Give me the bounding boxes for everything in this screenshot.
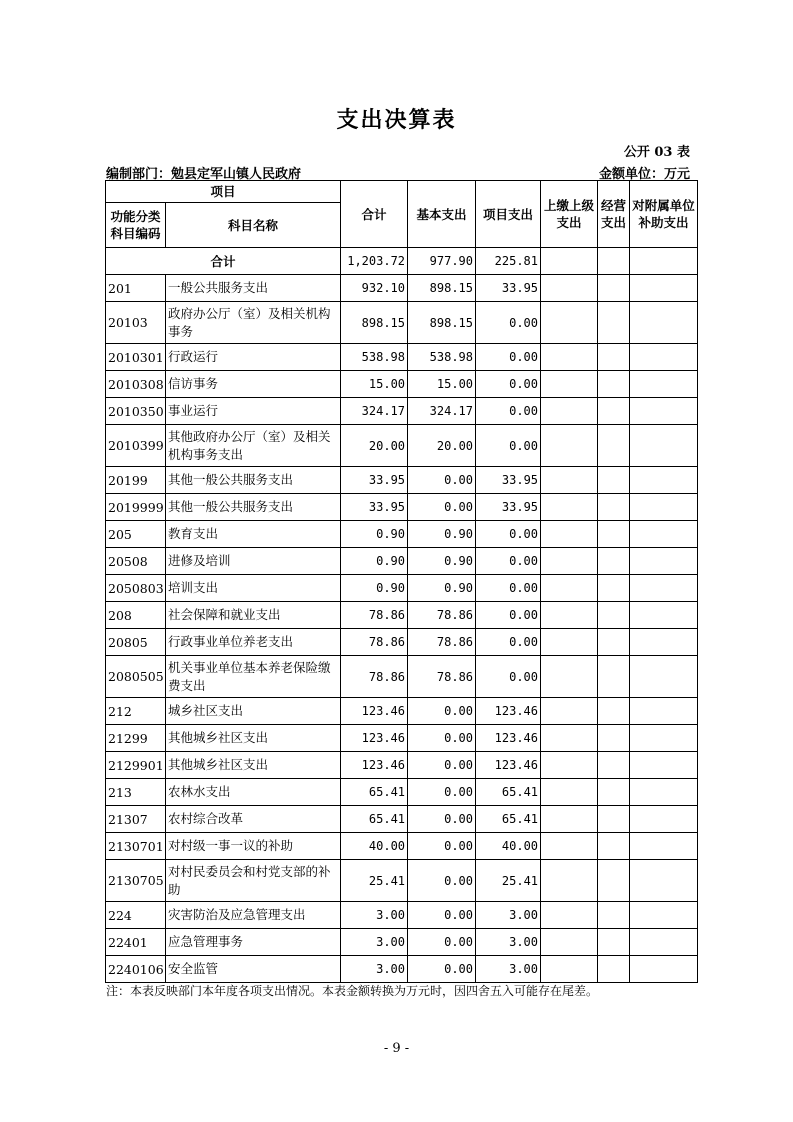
table-row — [106, 752, 698, 779]
row-upper — [541, 752, 598, 779]
row-business — [598, 833, 630, 860]
row-name: 农村综合改革 — [166, 806, 341, 833]
row-name: 其他政府办公厅（室）及相关机构事务支出 — [166, 425, 341, 467]
row-basic: 0.90 — [408, 548, 476, 575]
row-business — [598, 956, 630, 983]
row-upper — [541, 698, 598, 725]
header-basic: 基本支出 — [408, 181, 476, 248]
row-upper — [541, 779, 598, 806]
header-item: 项目 — [106, 181, 341, 203]
row-upper — [541, 575, 598, 602]
row-basic: 0.00 — [408, 725, 476, 752]
row-total: 40.00 — [341, 833, 408, 860]
row-name: 其他一般公共服务支出 — [166, 494, 341, 521]
row-business — [598, 656, 630, 698]
total-project: 225.81 — [476, 248, 541, 275]
header-business: 经营支出 — [598, 181, 630, 248]
row-total: 65.41 — [341, 779, 408, 806]
row-project: 0.00 — [476, 371, 541, 398]
row-business — [598, 725, 630, 752]
row-business — [598, 425, 630, 467]
row-subsidy — [630, 860, 698, 902]
row-code: 20805 — [106, 629, 166, 656]
row-name: 城乡社区支出 — [166, 698, 341, 725]
row-total: 3.00 — [341, 902, 408, 929]
row-project: 0.00 — [476, 602, 541, 629]
row-project: 123.46 — [476, 698, 541, 725]
row-business — [598, 467, 630, 494]
row-total: 33.95 — [341, 467, 408, 494]
row-subsidy — [630, 344, 698, 371]
row-project: 0.00 — [476, 302, 541, 344]
row-code: 22401 — [106, 929, 166, 956]
row-name: 对村民委员会和村党支部的补助 — [166, 860, 341, 902]
row-business — [598, 602, 630, 629]
table-row — [106, 833, 698, 860]
row-subsidy — [630, 494, 698, 521]
row-project: 0.00 — [476, 398, 541, 425]
row-project: 0.00 — [476, 656, 541, 698]
row-total: 78.86 — [341, 602, 408, 629]
row-subsidy — [630, 902, 698, 929]
row-name: 行政运行 — [166, 344, 341, 371]
row-subsidy — [630, 275, 698, 302]
row-basic: 0.00 — [408, 902, 476, 929]
row-subsidy — [630, 698, 698, 725]
row-code: 224 — [106, 902, 166, 929]
unit-label: 金额单位：万元 — [598, 167, 690, 182]
row-name: 其他一般公共服务支出 — [166, 467, 341, 494]
total-label: 合计 — [106, 248, 341, 275]
row-code: 2080505 — [106, 656, 166, 698]
row-total: 78.86 — [341, 656, 408, 698]
row-code: 212 — [106, 698, 166, 725]
department-label: 编制部门：勉县定军山镇人民政府 — [106, 167, 302, 182]
row-business — [598, 929, 630, 956]
row-project: 0.00 — [476, 521, 541, 548]
table-row — [106, 725, 698, 752]
row-basic: 0.00 — [408, 860, 476, 902]
row-project: 40.00 — [476, 833, 541, 860]
table-row — [106, 467, 698, 494]
row-total: 123.46 — [341, 752, 408, 779]
row-basic: 0.00 — [408, 806, 476, 833]
row-code: 2130701 — [106, 833, 166, 860]
row-name: 教育支出 — [166, 521, 341, 548]
row-upper — [541, 956, 598, 983]
table-row — [106, 548, 698, 575]
row-name: 事业运行 — [166, 398, 341, 425]
row-basic: 20.00 — [408, 425, 476, 467]
row-name: 信访事务 — [166, 371, 341, 398]
row-project: 0.00 — [476, 548, 541, 575]
row-basic: 898.15 — [408, 302, 476, 344]
header-project: 项目支出 — [476, 181, 541, 248]
row-basic: 538.98 — [408, 344, 476, 371]
row-code: 2010308 — [106, 371, 166, 398]
table-row — [106, 521, 698, 548]
row-name: 安全监管 — [166, 956, 341, 983]
total-business — [598, 248, 630, 275]
row-subsidy — [630, 602, 698, 629]
footnote: 注：本表反映部门本年度各项支出情况。本表金额转换为万元时，因四舍五入可能存在尾差。 — [106, 984, 599, 998]
row-business — [598, 548, 630, 575]
row-business — [598, 698, 630, 725]
table-row — [106, 698, 698, 725]
row-project: 123.46 — [476, 725, 541, 752]
row-upper — [541, 602, 598, 629]
row-upper — [541, 548, 598, 575]
row-code: 20508 — [106, 548, 166, 575]
row-subsidy — [630, 956, 698, 983]
row-business — [598, 902, 630, 929]
table-number: 公开 03 表 — [623, 145, 690, 160]
row-name: 行政事业单位养老支出 — [166, 629, 341, 656]
row-subsidy — [630, 779, 698, 806]
row-code: 2010350 — [106, 398, 166, 425]
row-project: 3.00 — [476, 929, 541, 956]
row-name: 进修及培训 — [166, 548, 341, 575]
table-row — [106, 425, 698, 467]
row-subsidy — [630, 398, 698, 425]
row-basic: 0.00 — [408, 956, 476, 983]
row-basic: 0.00 — [408, 779, 476, 806]
row-business — [598, 371, 630, 398]
row-code: 213 — [106, 779, 166, 806]
row-total: 932.10 — [341, 275, 408, 302]
table-row — [106, 398, 698, 425]
row-total: 3.00 — [341, 929, 408, 956]
row-project: 0.00 — [476, 344, 541, 371]
page-title: 支出决算表 — [336, 107, 457, 133]
row-project: 65.41 — [476, 779, 541, 806]
row-code: 2010301 — [106, 344, 166, 371]
row-total: 25.41 — [341, 860, 408, 902]
row-project: 0.00 — [476, 629, 541, 656]
row-project: 25.41 — [476, 860, 541, 902]
row-project: 3.00 — [476, 902, 541, 929]
row-basic: 0.90 — [408, 521, 476, 548]
table-row — [106, 302, 698, 344]
row-name: 其他城乡社区支出 — [166, 752, 341, 779]
row-total: 123.46 — [341, 725, 408, 752]
header-total: 合计 — [341, 181, 408, 248]
table-row — [106, 344, 698, 371]
row-subsidy — [630, 806, 698, 833]
row-business — [598, 806, 630, 833]
row-basic: 15.00 — [408, 371, 476, 398]
row-basic: 78.86 — [408, 629, 476, 656]
row-business — [598, 398, 630, 425]
total-upper — [541, 248, 598, 275]
row-code: 21299 — [106, 725, 166, 752]
row-upper — [541, 494, 598, 521]
header-code: 功能分类科目编码 — [106, 203, 166, 248]
header-subsidy: 对附属单位补助支出 — [630, 181, 698, 248]
row-name: 机关事业单位基本养老保险缴费支出 — [166, 656, 341, 698]
row-upper — [541, 725, 598, 752]
row-total: 123.46 — [341, 698, 408, 725]
row-code: 21307 — [106, 806, 166, 833]
row-total: 0.90 — [341, 575, 408, 602]
row-basic: 0.00 — [408, 698, 476, 725]
row-name: 一般公共服务支出 — [166, 275, 341, 302]
table-row — [106, 806, 698, 833]
row-code: 2129901 — [106, 752, 166, 779]
total-row — [106, 248, 698, 275]
expenditure-table — [105, 180, 698, 983]
table-row — [106, 575, 698, 602]
table-row — [106, 929, 698, 956]
row-code: 2050803 — [106, 575, 166, 602]
row-upper — [541, 425, 598, 467]
row-business — [598, 779, 630, 806]
row-project: 33.95 — [476, 467, 541, 494]
row-code: 20199 — [106, 467, 166, 494]
header-upper: 上缴上级支出 — [541, 181, 598, 248]
row-project: 65.41 — [476, 806, 541, 833]
row-project: 0.00 — [476, 575, 541, 602]
row-project: 0.00 — [476, 425, 541, 467]
row-basic: 0.00 — [408, 494, 476, 521]
row-project: 33.95 — [476, 275, 541, 302]
row-business — [598, 344, 630, 371]
row-subsidy — [630, 725, 698, 752]
row-business — [598, 302, 630, 344]
row-total: 898.15 — [341, 302, 408, 344]
row-subsidy — [630, 425, 698, 467]
row-business — [598, 575, 630, 602]
row-upper — [541, 629, 598, 656]
row-business — [598, 521, 630, 548]
row-name: 应急管理事务 — [166, 929, 341, 956]
row-upper — [541, 275, 598, 302]
row-subsidy — [630, 929, 698, 956]
row-basic: 78.86 — [408, 602, 476, 629]
row-upper — [541, 656, 598, 698]
row-total: 20.00 — [341, 425, 408, 467]
row-basic: 898.15 — [408, 275, 476, 302]
row-code: 205 — [106, 521, 166, 548]
row-business — [598, 752, 630, 779]
row-total: 33.95 — [341, 494, 408, 521]
table-row — [106, 275, 698, 302]
header-name: 科目名称 — [166, 203, 341, 248]
row-upper — [541, 902, 598, 929]
row-upper — [541, 929, 598, 956]
row-code: 2240106 — [106, 956, 166, 983]
row-upper — [541, 833, 598, 860]
row-upper — [541, 371, 598, 398]
row-name: 对村级一事一议的补助 — [166, 833, 341, 860]
row-subsidy — [630, 371, 698, 398]
table-row — [106, 371, 698, 398]
row-upper — [541, 398, 598, 425]
row-code: 20103 — [106, 302, 166, 344]
row-business — [598, 275, 630, 302]
table-row — [106, 956, 698, 983]
row-total: 0.90 — [341, 521, 408, 548]
table-row — [106, 494, 698, 521]
total-subsidy — [630, 248, 698, 275]
row-code: 2010399 — [106, 425, 166, 467]
row-upper — [541, 521, 598, 548]
total-total: 1,203.72 — [341, 248, 408, 275]
row-upper — [541, 344, 598, 371]
row-name: 培训支出 — [166, 575, 341, 602]
row-upper — [541, 860, 598, 902]
row-basic: 0.00 — [408, 467, 476, 494]
row-subsidy — [630, 302, 698, 344]
row-subsidy — [630, 629, 698, 656]
row-project: 123.46 — [476, 752, 541, 779]
row-basic: 78.86 — [408, 656, 476, 698]
row-business — [598, 494, 630, 521]
row-name: 政府办公厅（室）及相关机构事务 — [166, 302, 341, 344]
table-row — [106, 779, 698, 806]
row-code: 208 — [106, 602, 166, 629]
row-basic: 0.00 — [408, 833, 476, 860]
row-code: 2130705 — [106, 860, 166, 902]
row-subsidy — [630, 548, 698, 575]
row-total: 78.86 — [341, 629, 408, 656]
row-subsidy — [630, 833, 698, 860]
row-basic: 0.90 — [408, 575, 476, 602]
table-row — [106, 902, 698, 929]
table-row — [106, 860, 698, 902]
table-row — [106, 602, 698, 629]
table-row — [106, 629, 698, 656]
row-basic: 0.00 — [408, 929, 476, 956]
row-name: 农林水支出 — [166, 779, 341, 806]
row-code: 2019999 — [106, 494, 166, 521]
row-name: 其他城乡社区支出 — [166, 725, 341, 752]
row-code: 201 — [106, 275, 166, 302]
row-subsidy — [630, 752, 698, 779]
row-business — [598, 629, 630, 656]
table-body — [106, 248, 698, 983]
row-subsidy — [630, 656, 698, 698]
table-row — [106, 656, 698, 698]
row-upper — [541, 467, 598, 494]
row-business — [598, 860, 630, 902]
row-total: 3.00 — [341, 956, 408, 983]
total-basic: 977.90 — [408, 248, 476, 275]
row-subsidy — [630, 467, 698, 494]
row-subsidy — [630, 521, 698, 548]
row-name: 灾害防治及应急管理支出 — [166, 902, 341, 929]
row-subsidy — [630, 575, 698, 602]
row-total: 15.00 — [341, 371, 408, 398]
row-name: 社会保障和就业支出 — [166, 602, 341, 629]
row-project: 33.95 — [476, 494, 541, 521]
row-total: 538.98 — [341, 344, 408, 371]
row-project: 3.00 — [476, 956, 541, 983]
row-total: 0.90 — [341, 548, 408, 575]
row-basic: 324.17 — [408, 398, 476, 425]
row-upper — [541, 302, 598, 344]
row-total: 65.41 — [341, 806, 408, 833]
page-number: - 9 - — [383, 1041, 410, 1056]
row-total: 324.17 — [341, 398, 408, 425]
row-upper — [541, 806, 598, 833]
row-basic: 0.00 — [408, 752, 476, 779]
